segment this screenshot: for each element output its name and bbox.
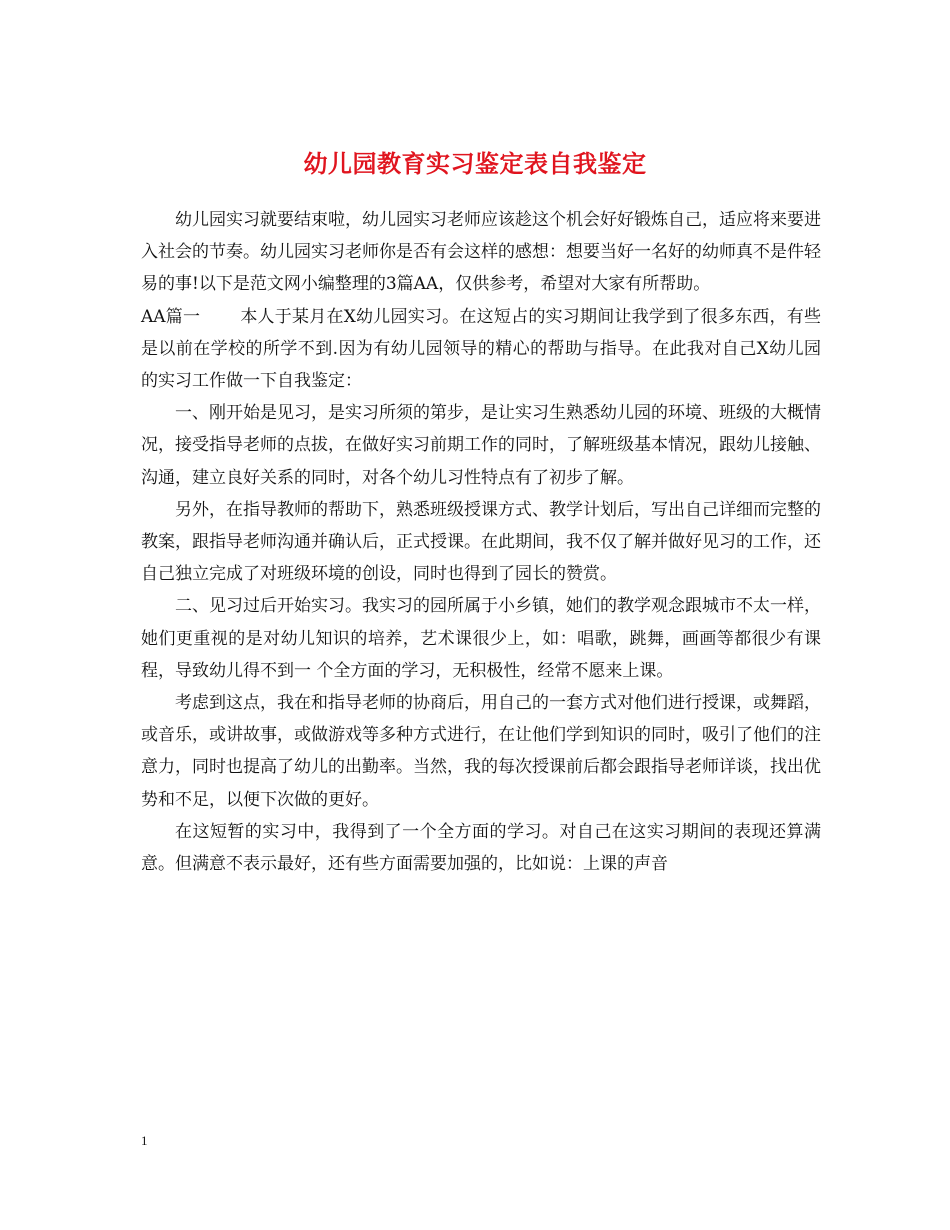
- paragraph-summary: 在这短暂的实习中，我得到了一个全方面的学习。对自己在这实习期间的表现还算满意。但满意不表示最好，还有些方面需要加强的，比如说：上课的声音: [141, 821, 821, 875]
- document-body: [141, 204, 821, 880]
- paragraph-intro: 幼儿园实习就要结束啦，幼儿园实习老师应该趁这个机会好好锻炼自己，适应将来要进入社会的节奏。幼儿园实习老师你是否有会这样的感想：想要当好一名好的幼师真不是件轻易的事!以下是范文网小编整理的3篇AA，仅供参考，希望对大家有所帮助。: [141, 210, 821, 295]
- page-number: 1: [141, 1133, 148, 1148]
- paragraph-teaching-methods: 考虑到这点，我在和指导老师的协商后，用自己的一套方式对他们进行授课，或舞蹈，或音乐，或讲故事，或做游戏等多种方式进行，在让他们学到知识的同时，吸引了他们的注意力，同时也提高了幼儿的出勤率。当然，我的每次授课前后都会跟指导老师详谈，找出优势和不足，以便下次做的更好。: [141, 693, 821, 810]
- paragraph-observation: 一、刚开始是见习，是实习所须的第步，是让实习生熟悉幼儿园的环境、班级的大概情况，接受指导老师的点拔，在做好实习前期工作的同时，了解班级基本情况，跟幼儿接触、沟通，建立良好关系的同时，对各个幼儿习性特点有了初步了解。: [141, 403, 821, 488]
- paragraph-guidance: 另外，在指导教师的帮助下，熟悉班级授课方式、教学计划后，写出自己详细而完整的教案，跟指导老师沟通并确认后，正式授课。在此期间，我不仅了解并做好见习的工作，还自己独立完成了对班级环境的创设，同时也得到了园长的赞赏。: [141, 499, 821, 585]
- document-title: 幼儿园教育实习鉴定表自我鉴定: [303, 149, 647, 179]
- paragraph-internship: 二、见习过后开始实习。我实习的园所属于小乡镇，她们的教学观念跟城市不太一样，她们更重视的是对幼儿知识的培养，艺术课很少上，如：唱歌，跳舞，画画等都很少有课程，导致幼儿得不到一 个全方面的学习，无积极性，经常不愿来上课。: [141, 596, 821, 681]
- paragraph-article-one-opening: AA篇一 本人于某月在X幼儿园实习。在这短占的实习期间让我学到了很多东西，有些是以前在学校的所学不到.因为有幼儿园领导的精心的帮助与指导。在此我对自己X幼儿园的实习工作做一下自我鉴定：: [141, 306, 821, 392]
